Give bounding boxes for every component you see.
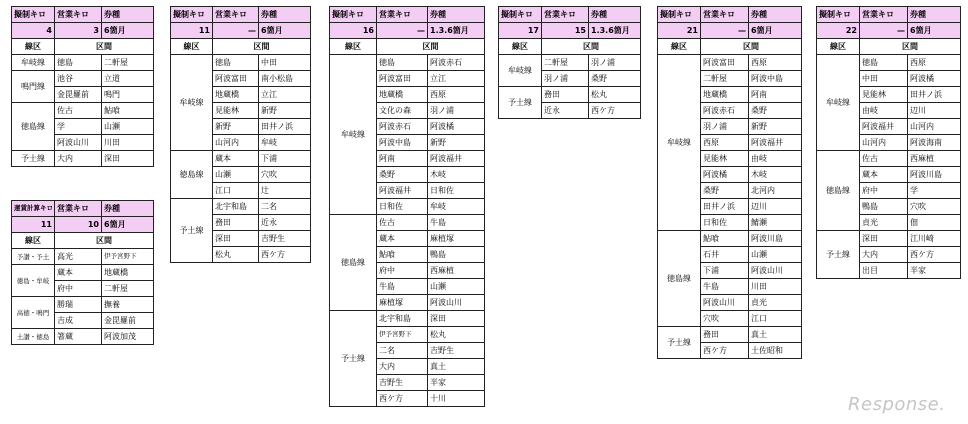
section-from: 山瀬 bbox=[213, 167, 259, 183]
header-kilometers: 運賃計算キロ bbox=[12, 201, 55, 217]
line-name: 牟岐線 bbox=[499, 55, 542, 87]
value-ticket-type: 6箇月 bbox=[102, 23, 154, 39]
section-to: 木岐 bbox=[749, 167, 802, 183]
section-from: 府中 bbox=[55, 281, 102, 297]
section-from: 徳島 bbox=[213, 55, 259, 71]
section-from: 石井 bbox=[701, 247, 749, 263]
section-to: 半家 bbox=[908, 263, 961, 279]
section-to: 江川崎 bbox=[908, 231, 961, 247]
section-to: 南小松島 bbox=[259, 71, 311, 87]
section-from: 見能林 bbox=[701, 151, 749, 167]
section-from: 桑野 bbox=[701, 183, 749, 199]
value-operating-km: — bbox=[701, 23, 749, 39]
section-from: 北宇和島 bbox=[213, 199, 259, 215]
section-to: 阿波橘 bbox=[908, 71, 961, 87]
section-from: 阿波山川 bbox=[701, 295, 749, 311]
line-name: 予土線 bbox=[499, 87, 542, 119]
section-from: 徳島 bbox=[860, 55, 908, 71]
section-to: 阿波山川 bbox=[428, 295, 485, 311]
line-name: 徳島線 bbox=[658, 231, 701, 327]
section-to: 山瀬 bbox=[428, 279, 485, 295]
section-to: 二軒屋 bbox=[102, 281, 154, 297]
section-to: 北河内 bbox=[749, 183, 802, 199]
section-to: 松丸 bbox=[589, 87, 641, 103]
header-operating-km: 営業キロ bbox=[701, 7, 749, 23]
section-to: 阿南 bbox=[749, 87, 802, 103]
section-to: 阿波中島 bbox=[749, 71, 802, 87]
line-name: 牟岐線 bbox=[12, 55, 55, 71]
table-row bbox=[817, 55, 961, 71]
section-from: 山河内 bbox=[213, 135, 259, 151]
section-from: 吉成 bbox=[55, 313, 102, 329]
header-kilometers: 擬制キロ bbox=[817, 7, 860, 23]
value-km: 4 bbox=[12, 23, 55, 39]
header-section: 区間 bbox=[542, 39, 641, 55]
line-name: 予土線 bbox=[12, 151, 55, 167]
section-from: 金毘羅前 bbox=[55, 87, 102, 103]
section-to: 阿波加茂 bbox=[102, 329, 154, 345]
section-from: 羽ノ浦 bbox=[542, 71, 589, 87]
section-to: 真土 bbox=[749, 327, 802, 343]
section-to: 田井ノ浜 bbox=[259, 119, 311, 135]
table-row bbox=[171, 151, 311, 167]
header-line: 線区 bbox=[171, 39, 213, 55]
fare-table bbox=[329, 6, 485, 407]
header-section: 区間 bbox=[55, 233, 154, 249]
value-operating-km: — bbox=[213, 23, 259, 39]
section-from: 勝瑞 bbox=[55, 297, 102, 313]
section-from: 阿波富田 bbox=[377, 71, 428, 87]
value-ticket-type: 1.3.6箇月 bbox=[428, 23, 485, 39]
section-from: 日和佐 bbox=[701, 215, 749, 231]
header-ticket-type: 券種 bbox=[259, 7, 311, 23]
section-from: 佐古 bbox=[377, 215, 428, 231]
section-to: 西原 bbox=[908, 55, 961, 71]
table-row bbox=[658, 231, 802, 247]
section-from: 麻植塚 bbox=[377, 295, 428, 311]
section-from: 二名 bbox=[377, 343, 428, 359]
section-from: 阿波橘 bbox=[701, 167, 749, 183]
section-from: 北宇和島 bbox=[377, 311, 428, 327]
section-to: 山河内 bbox=[908, 119, 961, 135]
section-to: 穴吹 bbox=[908, 199, 961, 215]
section-to: 阿波赤石 bbox=[428, 55, 485, 71]
section-from: 貞光 bbox=[860, 215, 908, 231]
header-line: 線区 bbox=[12, 39, 55, 55]
line-name: 土讃・徳島 bbox=[12, 329, 55, 345]
section-to: 半家 bbox=[428, 375, 485, 391]
header-ticket-type: 券種 bbox=[589, 7, 641, 23]
header-line: 線区 bbox=[12, 233, 55, 249]
section-to: 新野 bbox=[428, 135, 485, 151]
section-to: 由岐 bbox=[749, 151, 802, 167]
section-to: 新野 bbox=[259, 103, 311, 119]
section-from: 阿波山川 bbox=[55, 135, 102, 151]
header-kilometers: 擬制キロ bbox=[658, 7, 701, 23]
section-to: 辺川 bbox=[749, 199, 802, 215]
section-to: 川田 bbox=[102, 135, 154, 151]
line-name: 予土線 bbox=[171, 199, 213, 263]
fare-table bbox=[11, 6, 154, 167]
section-to: 西麻植 bbox=[908, 151, 961, 167]
fare-table bbox=[170, 6, 311, 263]
table-row bbox=[499, 55, 641, 71]
section-to: 阿波海南 bbox=[908, 135, 961, 151]
value-km: 11 bbox=[12, 217, 55, 233]
section-from: 地蔵橋 bbox=[701, 87, 749, 103]
section-to: 佃 bbox=[908, 215, 961, 231]
section-to: 麻植塚 bbox=[428, 231, 485, 247]
section-to: 吉野生 bbox=[259, 231, 311, 247]
section-from: 阿波赤石 bbox=[377, 119, 428, 135]
section-to: 鮎喰 bbox=[102, 103, 154, 119]
section-from: 阿波福井 bbox=[377, 183, 428, 199]
value-ticket-type: 6箇月 bbox=[259, 23, 311, 39]
header-operating-km: 営業キロ bbox=[377, 7, 428, 23]
section-from: 大内 bbox=[860, 247, 908, 263]
section-from: 羽ノ浦 bbox=[701, 119, 749, 135]
table-row bbox=[12, 329, 154, 345]
section-from: 吉野生 bbox=[377, 375, 428, 391]
response-logo: Response. bbox=[848, 394, 946, 415]
value-operating-km: 15 bbox=[542, 23, 589, 39]
section-to: 西ケ方 bbox=[908, 247, 961, 263]
line-name: 徳島線 bbox=[171, 151, 213, 199]
section-to: 日和佐 bbox=[428, 183, 485, 199]
value-operating-km: — bbox=[377, 23, 428, 39]
header-kilometers: 擬制キロ bbox=[499, 7, 542, 23]
section-to: 深田 bbox=[102, 151, 154, 167]
header-kilometers: 擬制キロ bbox=[330, 7, 377, 23]
section-to: 立道 bbox=[102, 71, 154, 87]
section-from: 牛島 bbox=[701, 279, 749, 295]
section-from: 西ケ方 bbox=[377, 391, 428, 407]
header-ticket-type: 券種 bbox=[908, 7, 961, 23]
section-to: 川田 bbox=[749, 279, 802, 295]
section-from: 日和佐 bbox=[377, 199, 428, 215]
section-from: 穴吹 bbox=[701, 311, 749, 327]
section-to: 松丸 bbox=[428, 327, 485, 343]
section-to: 土佐昭和 bbox=[749, 343, 802, 359]
section-to: 山瀬 bbox=[102, 119, 154, 135]
section-to: 吉野生 bbox=[428, 343, 485, 359]
section-from: 鮎喰 bbox=[701, 231, 749, 247]
section-to: 牟岐 bbox=[259, 135, 311, 151]
line-name: 牟岐線 bbox=[658, 55, 701, 231]
table-row bbox=[330, 311, 485, 327]
section-from: 箸蔵 bbox=[55, 329, 102, 345]
section-from: 山河内 bbox=[860, 135, 908, 151]
table-row bbox=[12, 71, 154, 87]
section-from: 江口 bbox=[213, 183, 259, 199]
header-ticket-type: 券種 bbox=[428, 7, 485, 23]
header-line: 線区 bbox=[330, 39, 377, 55]
fare-table bbox=[657, 6, 802, 359]
section-to: 近永 bbox=[259, 215, 311, 231]
section-from: 徳島 bbox=[55, 55, 102, 71]
value-km: 21 bbox=[658, 23, 701, 39]
line-name: 予土線 bbox=[330, 311, 377, 407]
table-row bbox=[499, 87, 641, 103]
header-section: 区間 bbox=[860, 39, 961, 55]
header-ticket-type: 券種 bbox=[102, 201, 154, 217]
section-from: 二軒屋 bbox=[542, 55, 589, 71]
header-kilometers: 擬制キロ bbox=[171, 7, 213, 23]
header-kilometers: 擬制キロ bbox=[12, 7, 55, 23]
section-to: 牛島 bbox=[428, 215, 485, 231]
section-to: 江口 bbox=[749, 311, 802, 327]
section-to: 鯖瀬 bbox=[749, 215, 802, 231]
section-from: 務田 bbox=[213, 215, 259, 231]
section-from: 高光 bbox=[55, 249, 102, 265]
table-row bbox=[12, 55, 154, 71]
line-name: 徳島線 bbox=[817, 151, 860, 231]
section-from: 中田 bbox=[860, 71, 908, 87]
header-section: 区間 bbox=[213, 39, 311, 55]
value-km: 22 bbox=[817, 23, 860, 39]
section-from: 鴨島 bbox=[860, 199, 908, 215]
value-operating-km: — bbox=[860, 23, 908, 39]
section-from: 西ケ方 bbox=[701, 343, 749, 359]
section-to: 学 bbox=[908, 183, 961, 199]
section-to: 新野 bbox=[749, 119, 802, 135]
table-row bbox=[817, 231, 961, 247]
section-from: 地蔵橋 bbox=[377, 87, 428, 103]
table-row bbox=[12, 265, 154, 281]
section-from: 務田 bbox=[542, 87, 589, 103]
line-name: 徳島線 bbox=[330, 215, 377, 311]
section-from: 新野 bbox=[213, 119, 259, 135]
value-operating-km: 10 bbox=[55, 217, 102, 233]
section-to: 阿波福井 bbox=[749, 135, 802, 151]
section-to: 西ケ方 bbox=[589, 103, 641, 119]
section-from: 府中 bbox=[860, 183, 908, 199]
table-row bbox=[330, 215, 485, 231]
value-km: 16 bbox=[330, 23, 377, 39]
table-row bbox=[171, 55, 311, 71]
fare-table bbox=[498, 6, 641, 119]
section-from: 蔵本 bbox=[55, 265, 102, 281]
section-to: 阿波橘 bbox=[428, 119, 485, 135]
value-ticket-type: 6箇月 bbox=[908, 23, 961, 39]
section-from: 文化の森 bbox=[377, 103, 428, 119]
section-from: 深田 bbox=[860, 231, 908, 247]
section-from: 桑野 bbox=[377, 167, 428, 183]
section-to: 鴨島 bbox=[428, 247, 485, 263]
section-to: 鳴門 bbox=[102, 87, 154, 103]
section-to: 田井ノ浜 bbox=[908, 87, 961, 103]
line-name: 予土線 bbox=[817, 231, 860, 279]
section-to: 西原 bbox=[749, 55, 802, 71]
section-from: 蔵本 bbox=[860, 167, 908, 183]
header-operating-km: 営業キロ bbox=[542, 7, 589, 23]
table-row bbox=[171, 199, 311, 215]
section-to: 阿波山川 bbox=[749, 263, 802, 279]
section-from: 見能林 bbox=[860, 87, 908, 103]
header-operating-km: 営業キロ bbox=[860, 7, 908, 23]
table-row bbox=[12, 249, 154, 265]
section-to: 中田 bbox=[259, 55, 311, 71]
section-to: 山瀬 bbox=[749, 247, 802, 263]
section-from: 地蔵橋 bbox=[213, 87, 259, 103]
section-to: 立江 bbox=[428, 71, 485, 87]
value-km: 17 bbox=[499, 23, 542, 39]
section-from: 学 bbox=[55, 119, 102, 135]
section-to: 阿波福井 bbox=[428, 151, 485, 167]
section-from: 阿波富田 bbox=[701, 55, 749, 71]
section-to: 立江 bbox=[259, 87, 311, 103]
section-from: 佐古 bbox=[55, 103, 102, 119]
section-from: 蔵本 bbox=[377, 231, 428, 247]
section-to: 桑野 bbox=[589, 71, 641, 87]
section-to: 撫養 bbox=[102, 297, 154, 313]
section-to: 辻 bbox=[259, 183, 311, 199]
section-from: 池谷 bbox=[55, 71, 102, 87]
section-from: 二軒屋 bbox=[701, 71, 749, 87]
section-from: 鮎喰 bbox=[377, 247, 428, 263]
line-name: 鳴門線 bbox=[12, 71, 55, 103]
section-to: 阿波川島 bbox=[908, 167, 961, 183]
section-from: 由岐 bbox=[860, 103, 908, 119]
section-to: 阿波川島 bbox=[749, 231, 802, 247]
section-from: 阿波赤石 bbox=[701, 103, 749, 119]
section-from: 阿南 bbox=[377, 151, 428, 167]
header-line: 線区 bbox=[499, 39, 542, 55]
section-to: 二名 bbox=[259, 199, 311, 215]
section-from: 蔵本 bbox=[213, 151, 259, 167]
header-operating-km: 営業キロ bbox=[55, 201, 102, 217]
line-name: 牟岐線 bbox=[330, 55, 377, 215]
value-ticket-type: 6箇月 bbox=[102, 217, 154, 233]
line-name: 予土線 bbox=[658, 327, 701, 359]
table-row bbox=[658, 55, 802, 71]
table-row bbox=[330, 55, 485, 71]
table-row bbox=[12, 297, 154, 313]
section-from: 見能林 bbox=[213, 103, 259, 119]
section-to: 穴吹 bbox=[259, 167, 311, 183]
line-name: 予讃・予土 bbox=[12, 249, 55, 265]
section-from: 出目 bbox=[860, 263, 908, 279]
section-to: 羽ノ浦 bbox=[428, 103, 485, 119]
section-to: 羽ノ浦 bbox=[589, 55, 641, 71]
section-to: 牟岐 bbox=[428, 199, 485, 215]
section-to: 下浦 bbox=[259, 151, 311, 167]
section-from: 府中 bbox=[377, 263, 428, 279]
header-line: 線区 bbox=[817, 39, 860, 55]
line-name: 徳島・牟岐 bbox=[12, 265, 55, 297]
section-to: 西原 bbox=[428, 87, 485, 103]
table-row bbox=[12, 151, 154, 167]
section-from: 下浦 bbox=[701, 263, 749, 279]
section-from: 大内 bbox=[377, 359, 428, 375]
section-to: 二軒屋 bbox=[102, 55, 154, 71]
header-ticket-type: 券種 bbox=[102, 7, 154, 23]
section-to: 金毘羅前 bbox=[102, 313, 154, 329]
header-section: 区間 bbox=[377, 39, 485, 55]
section-from: 近永 bbox=[542, 103, 589, 119]
fare-table bbox=[11, 200, 154, 345]
value-km: 11 bbox=[171, 23, 213, 39]
header-operating-km: 営業キロ bbox=[213, 7, 259, 23]
value-ticket-type: 6箇月 bbox=[749, 23, 802, 39]
section-from: 徳島 bbox=[377, 55, 428, 71]
section-from: 務田 bbox=[701, 327, 749, 343]
value-ticket-type: 1.3.6箇月 bbox=[589, 23, 641, 39]
section-from: 大内 bbox=[55, 151, 102, 167]
section-from: 阿波富田 bbox=[213, 71, 259, 87]
table-row bbox=[817, 151, 961, 167]
section-from: 阿波中島 bbox=[377, 135, 428, 151]
table-row bbox=[658, 327, 802, 343]
fare-table bbox=[816, 6, 961, 279]
header-section: 区間 bbox=[701, 39, 802, 55]
section-from: 深田 bbox=[213, 231, 259, 247]
header-line: 線区 bbox=[658, 39, 701, 55]
header-operating-km: 営業キロ bbox=[55, 7, 102, 23]
value-operating-km: 3 bbox=[55, 23, 102, 39]
section-from: 佐古 bbox=[860, 151, 908, 167]
section-to: 深田 bbox=[428, 311, 485, 327]
section-to: 木岐 bbox=[428, 167, 485, 183]
section-from: 牛島 bbox=[377, 279, 428, 295]
line-name: 牟岐線 bbox=[171, 55, 213, 151]
line-name: 徳島線 bbox=[12, 103, 55, 151]
section-to: 十川 bbox=[428, 391, 485, 407]
section-to: 伊予宮野下 bbox=[102, 249, 154, 265]
section-from: 伊予宮野下 bbox=[377, 327, 428, 343]
line-name: 牟岐線 bbox=[817, 55, 860, 151]
section-from: 松丸 bbox=[213, 247, 259, 263]
table-row bbox=[12, 103, 154, 119]
section-to: 真土 bbox=[428, 359, 485, 375]
section-to: 桑野 bbox=[749, 103, 802, 119]
section-from: 西原 bbox=[701, 135, 749, 151]
section-from: 阿波福井 bbox=[860, 119, 908, 135]
section-to: 辺川 bbox=[908, 103, 961, 119]
line-name: 高徳・鳴門 bbox=[12, 297, 55, 329]
header-ticket-type: 券種 bbox=[749, 7, 802, 23]
header-section: 区間 bbox=[55, 39, 154, 55]
section-from: 田井ノ浜 bbox=[701, 199, 749, 215]
section-to: 西麻植 bbox=[428, 263, 485, 279]
section-to: 地蔵橋 bbox=[102, 265, 154, 281]
section-to: 貞光 bbox=[749, 295, 802, 311]
section-to: 西ケ方 bbox=[259, 247, 311, 263]
